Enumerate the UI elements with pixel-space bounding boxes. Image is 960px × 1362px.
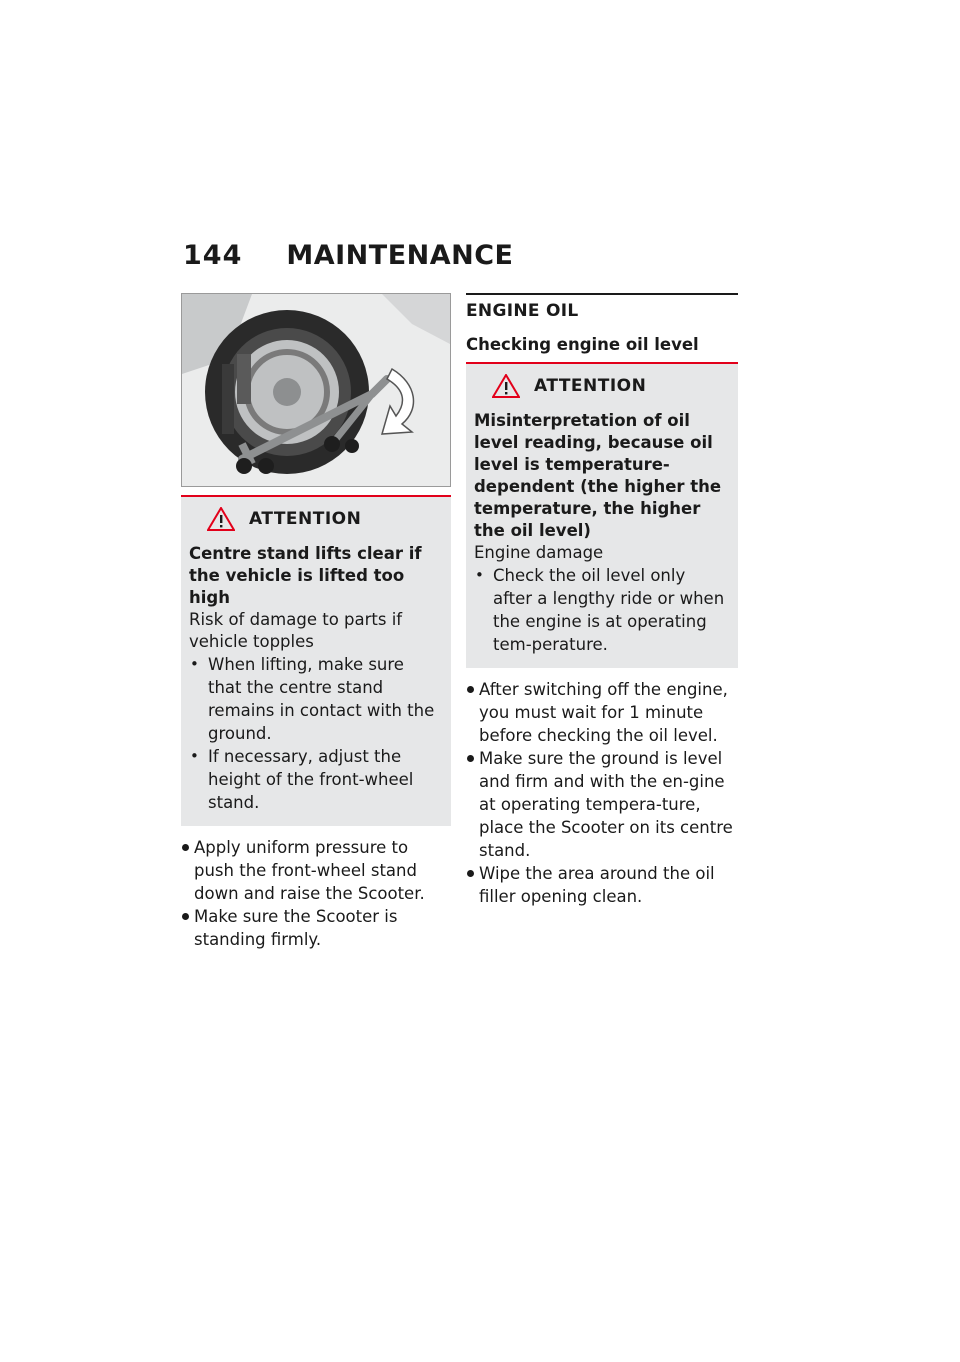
chapter-title: MAINTENANCE — [286, 240, 514, 271]
left-column — [181, 293, 451, 951]
attention-header — [207, 507, 441, 531]
front-wheel-stand-illustration — [181, 293, 451, 487]
attention-item: • When lifting, make sure that the centre stand remains in contact with the ground. — [189, 653, 441, 745]
attention-list — [189, 653, 441, 814]
attention-list — [474, 564, 728, 656]
step-list — [466, 678, 738, 908]
page-number: 144 — [183, 240, 243, 271]
attention-heading: Misinterpretation of oil level reading, because oil level is temperature-dependent (the higher the temperature, the higher the oil level) — [474, 411, 722, 540]
warning-triangle-icon — [492, 374, 520, 398]
attention-header — [492, 374, 728, 398]
step-item: Wipe the area around the oil filler opening clean. — [466, 862, 738, 908]
attention-label: ATTENTION — [534, 376, 647, 396]
attention-consequence: Risk of damage to parts if vehicle topples — [189, 610, 403, 651]
subsection-title: Checking engine oil level — [466, 335, 699, 354]
step-item: After switching off the engine, you must wait for 1 minute before checking the oil level. — [466, 678, 738, 747]
attention-consequence: Engine damage — [474, 543, 604, 562]
step-item: Make sure the ground is level and firm and with the en-gine at operating tempera-ture, place the Scooter on its centre stand. — [466, 747, 738, 862]
attention-item: • If necessary, adjust the height of the front-wheel stand. — [189, 745, 441, 814]
right-column — [466, 293, 738, 908]
attention-label: ATTENTION — [249, 509, 362, 529]
attention-item: • Check the oil level only after a lengthy ride or when the engine is at operating tem-perature. — [474, 564, 728, 656]
warning-triangle-icon — [207, 507, 235, 531]
attention-box — [181, 495, 451, 826]
section-title: ENGINE OIL — [466, 301, 579, 321]
page-header — [183, 240, 514, 280]
section-header — [466, 293, 738, 321]
step-item: Make sure the Scooter is standing firmly. — [181, 905, 451, 951]
step-item: Apply uniform pressure to push the front-wheel stand down and raise the Scooter. — [181, 836, 451, 905]
step-list — [181, 836, 451, 951]
attention-box — [466, 362, 738, 668]
attention-heading: Centre stand lifts clear if the vehicle is lifted too high — [189, 544, 422, 607]
